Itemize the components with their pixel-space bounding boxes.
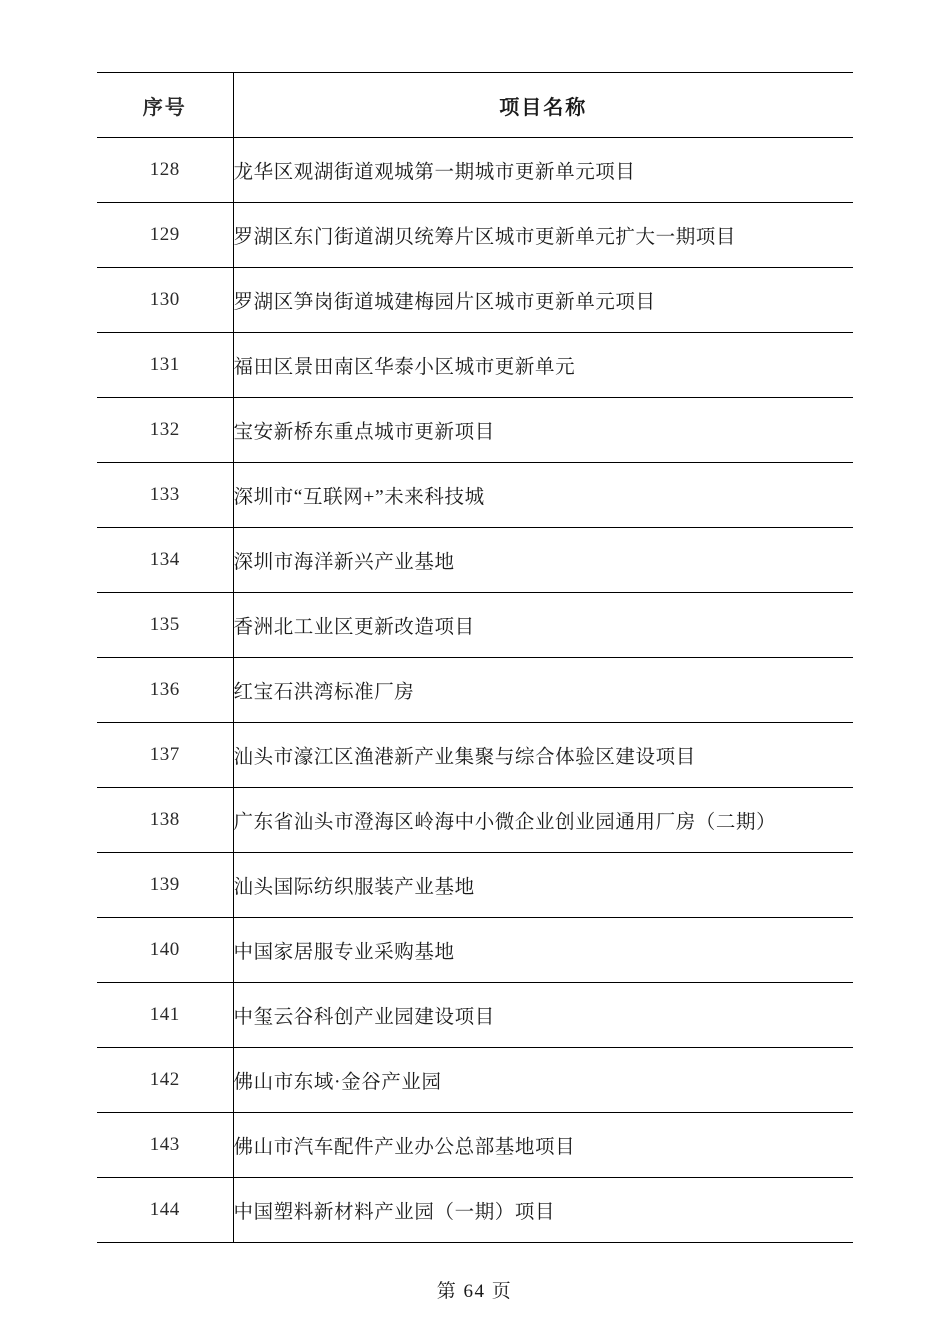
table-row xyxy=(97,138,853,203)
cell-sequence-number: 142 xyxy=(97,1048,233,1113)
cell-sequence-number: 129 xyxy=(97,203,233,268)
column-header-sequence: 序号 xyxy=(97,73,233,138)
table-row xyxy=(97,203,853,268)
cell-project-name: 红宝石洪湾标准厂房 xyxy=(233,658,853,723)
cell-sequence-number: 133 xyxy=(97,463,233,528)
cell-project-name: 罗湖区东门街道湖贝统筹片区城市更新单元扩大一期项目 xyxy=(233,203,853,268)
cell-project-name: 宝安新桥东重点城市更新项目 xyxy=(233,398,853,463)
project-list-table xyxy=(97,72,853,1243)
cell-project-name: 中玺云谷科创产业园建设项目 xyxy=(233,983,853,1048)
cell-sequence-number: 140 xyxy=(97,918,233,983)
table-row xyxy=(97,658,853,723)
table-body xyxy=(97,138,853,1243)
cell-sequence-number: 141 xyxy=(97,983,233,1048)
cell-project-name: 深圳市海洋新兴产业基地 xyxy=(233,528,853,593)
table-row xyxy=(97,918,853,983)
cell-sequence-number: 137 xyxy=(97,723,233,788)
cell-sequence-number: 143 xyxy=(97,1113,233,1178)
cell-project-name: 佛山市汽车配件产业办公总部基地项目 xyxy=(233,1113,853,1178)
cell-project-name: 香洲北工业区更新改造项目 xyxy=(233,593,853,658)
table-row xyxy=(97,268,853,333)
cell-project-name: 福田区景田南区华泰小区城市更新单元 xyxy=(233,333,853,398)
table-header xyxy=(97,73,853,138)
table-row xyxy=(97,853,853,918)
cell-sequence-number: 134 xyxy=(97,528,233,593)
table-row xyxy=(97,1113,853,1178)
table-header-row xyxy=(97,73,853,138)
page-footer: 第 64 页 xyxy=(436,1281,513,1302)
cell-sequence-number: 144 xyxy=(97,1178,233,1243)
cell-project-name: 中国家居服专业采购基地 xyxy=(233,918,853,983)
table-row xyxy=(97,723,853,788)
table-row xyxy=(97,463,853,528)
table-row xyxy=(97,983,853,1048)
table-row xyxy=(97,593,853,658)
table-row xyxy=(97,333,853,398)
table-row xyxy=(97,1178,853,1243)
cell-sequence-number: 139 xyxy=(97,853,233,918)
cell-sequence-number: 136 xyxy=(97,658,233,723)
table-row xyxy=(97,398,853,463)
cell-project-name: 汕头国际纺织服装产业基地 xyxy=(233,853,853,918)
cell-project-name: 广东省汕头市澄海区岭海中小微企业创业园通用厂房（二期） xyxy=(233,788,853,853)
column-header-project-name: 项目名称 xyxy=(233,73,853,138)
table-row xyxy=(97,528,853,593)
cell-project-name: 深圳市“互联网+”未来科技城 xyxy=(233,463,853,528)
cell-sequence-number: 131 xyxy=(97,333,233,398)
cell-sequence-number: 130 xyxy=(97,268,233,333)
cell-sequence-number: 135 xyxy=(97,593,233,658)
cell-project-name: 龙华区观湖街道观城第一期城市更新单元项目 xyxy=(233,138,853,203)
table-row xyxy=(97,788,853,853)
cell-sequence-number: 132 xyxy=(97,398,233,463)
cell-sequence-number: 138 xyxy=(97,788,233,853)
cell-project-name: 佛山市东域·金谷产业园 xyxy=(233,1048,853,1113)
table-row xyxy=(97,1048,853,1113)
cell-project-name: 中国塑料新材料产业园（一期）项目 xyxy=(233,1178,853,1243)
cell-project-name: 汕头市濠江区渔港新产业集聚与综合体验区建设项目 xyxy=(233,723,853,788)
cell-project-name: 罗湖区笋岗街道城建梅园片区城市更新单元项目 xyxy=(233,268,853,333)
cell-sequence-number: 128 xyxy=(97,138,233,203)
